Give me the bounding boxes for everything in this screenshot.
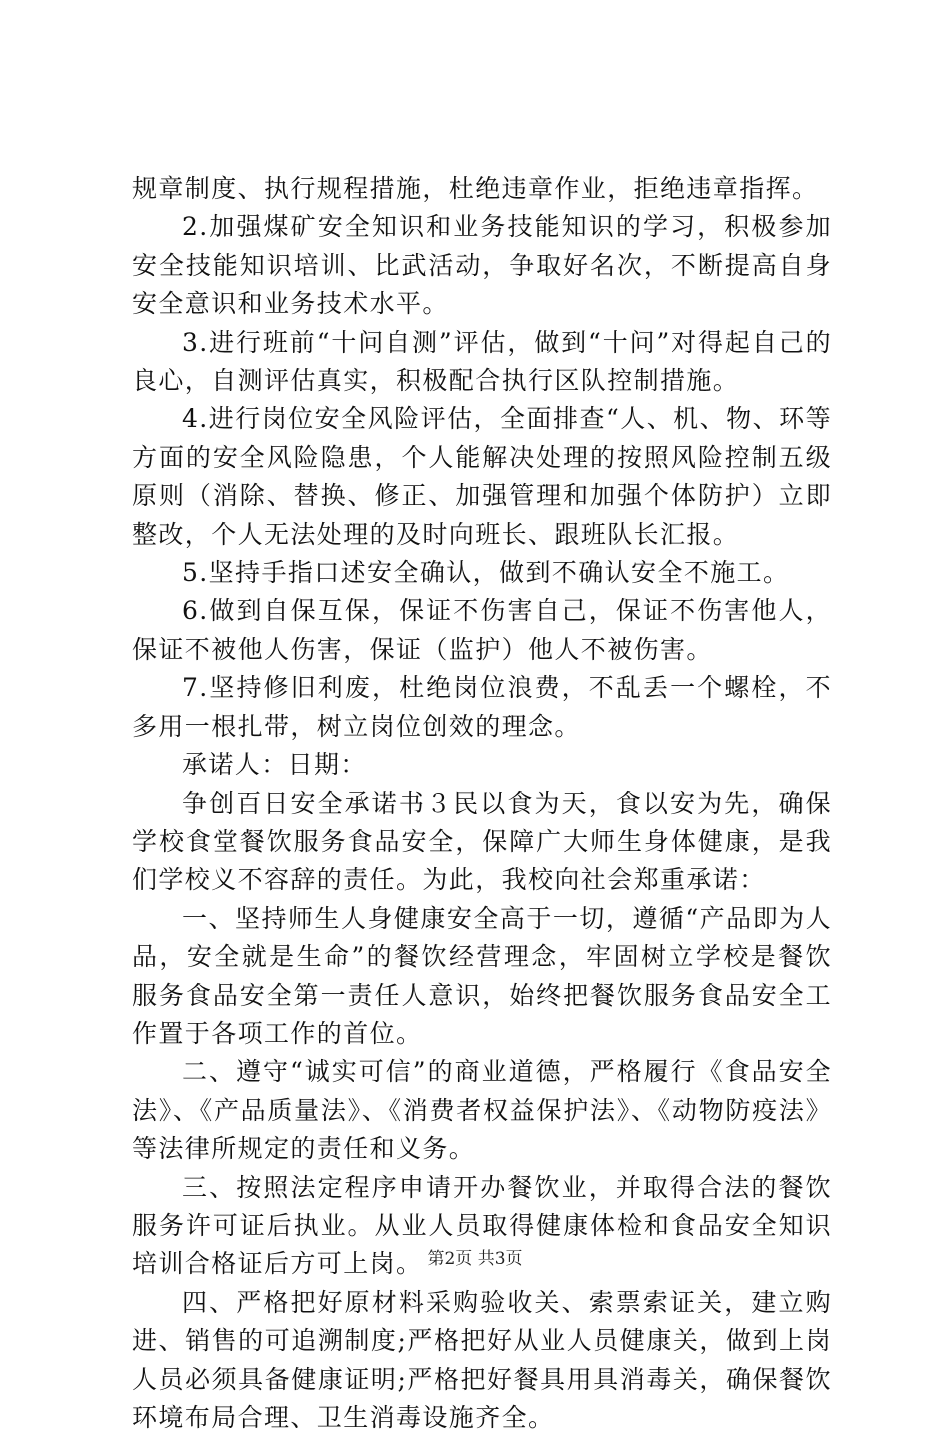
paragraph-continuation: 规章制度、执行规程措施，杜绝违章作业，拒绝违章指挥。 [132, 174, 819, 203]
paragraph-item-2: 2.加强煤矿安全知识和业务技能知识的学习，积极参加安全技能知识培训、比武活动，争取好名次，不断提高自身安全意识和业务技术水平。 [132, 212, 832, 319]
paragraph-commitment-4: 四、严格把好原材料采购验收关、索票索证关，建立购进、销售的可追溯制度;严格把好从业人员健康关，做到上岗人员必须具备健康证明;严格把好餐具用具消毒关，确保餐饮环境布局合理、卫生消毒设施齐全。 [132, 1287, 832, 1432]
paragraph-commitment-2: 二、遵守“诚实可信”的商业道德，严格履行《食品安全法》、《产品质量法》、《消费者权益保护法》、《动物防疫法》等法律所规定的责任和义务。 [132, 1057, 832, 1164]
paragraph-item-6: 6.做到自保互保，保证不伤害自己，保证不伤害他人，保证不被他人伤害，保证（监护）他人不被伤害。 [132, 596, 832, 664]
page-number-footer: 第2页 共3页 [427, 1249, 523, 1269]
paragraph-intro: 争创百日安全承诺书３民以食为天，食以安为先，确保学校食堂餐饮服务食品安全，保障广大师生身体健康，是我们学校义不容辞的责任。为此，我校向社会郑重承诺： [132, 788, 832, 895]
paragraph-commitment-1: 一、坚持师生人身健康安全高于一切，遵循“产品即为人品，安全就是生命”的餐饮经营理念，牢固树立学校是餐饮服务食品安全第一责任人意识，始终把餐饮服务食品安全工作置于各项工作的首位。 [132, 903, 832, 1048]
signature-line: 承诺人：日期： [182, 750, 367, 780]
paragraph-item-3: 3.进行班前“十问自测”评估，做到“十问”对得起自己的良心，自测评估真实，积极配合执行区队控制措施。 [132, 327, 832, 396]
paragraph-item-7: 7.坚持修旧利废，杜绝岗位浪费，不乱丢一个螺栓，不多用一根扎带，树立岗位创效的理念。 [132, 673, 832, 741]
paragraph-commitment-3: 三、按照法定程序申请开办餐饮业，并取得合法的餐饮服务许可证后执业。从业人员取得健康体检和食品安全知识培训合格证后方可上岗。 [132, 1172, 832, 1279]
paragraph-item-5: 5.坚持手指口述安全确认，做到不确认安全不施工。 [182, 558, 790, 588]
paragraph-item-4: 4.进行岗位安全风险评估，全面排查“人、机、物、环等方面的安全风险隐患，个人能解决处理的按照风险控制五级原则（消除、替换、修正、加强管理和加强个体防护）立即整改，个人无法处理的及时向班长、跟班队长汇报。 [132, 404, 832, 549]
